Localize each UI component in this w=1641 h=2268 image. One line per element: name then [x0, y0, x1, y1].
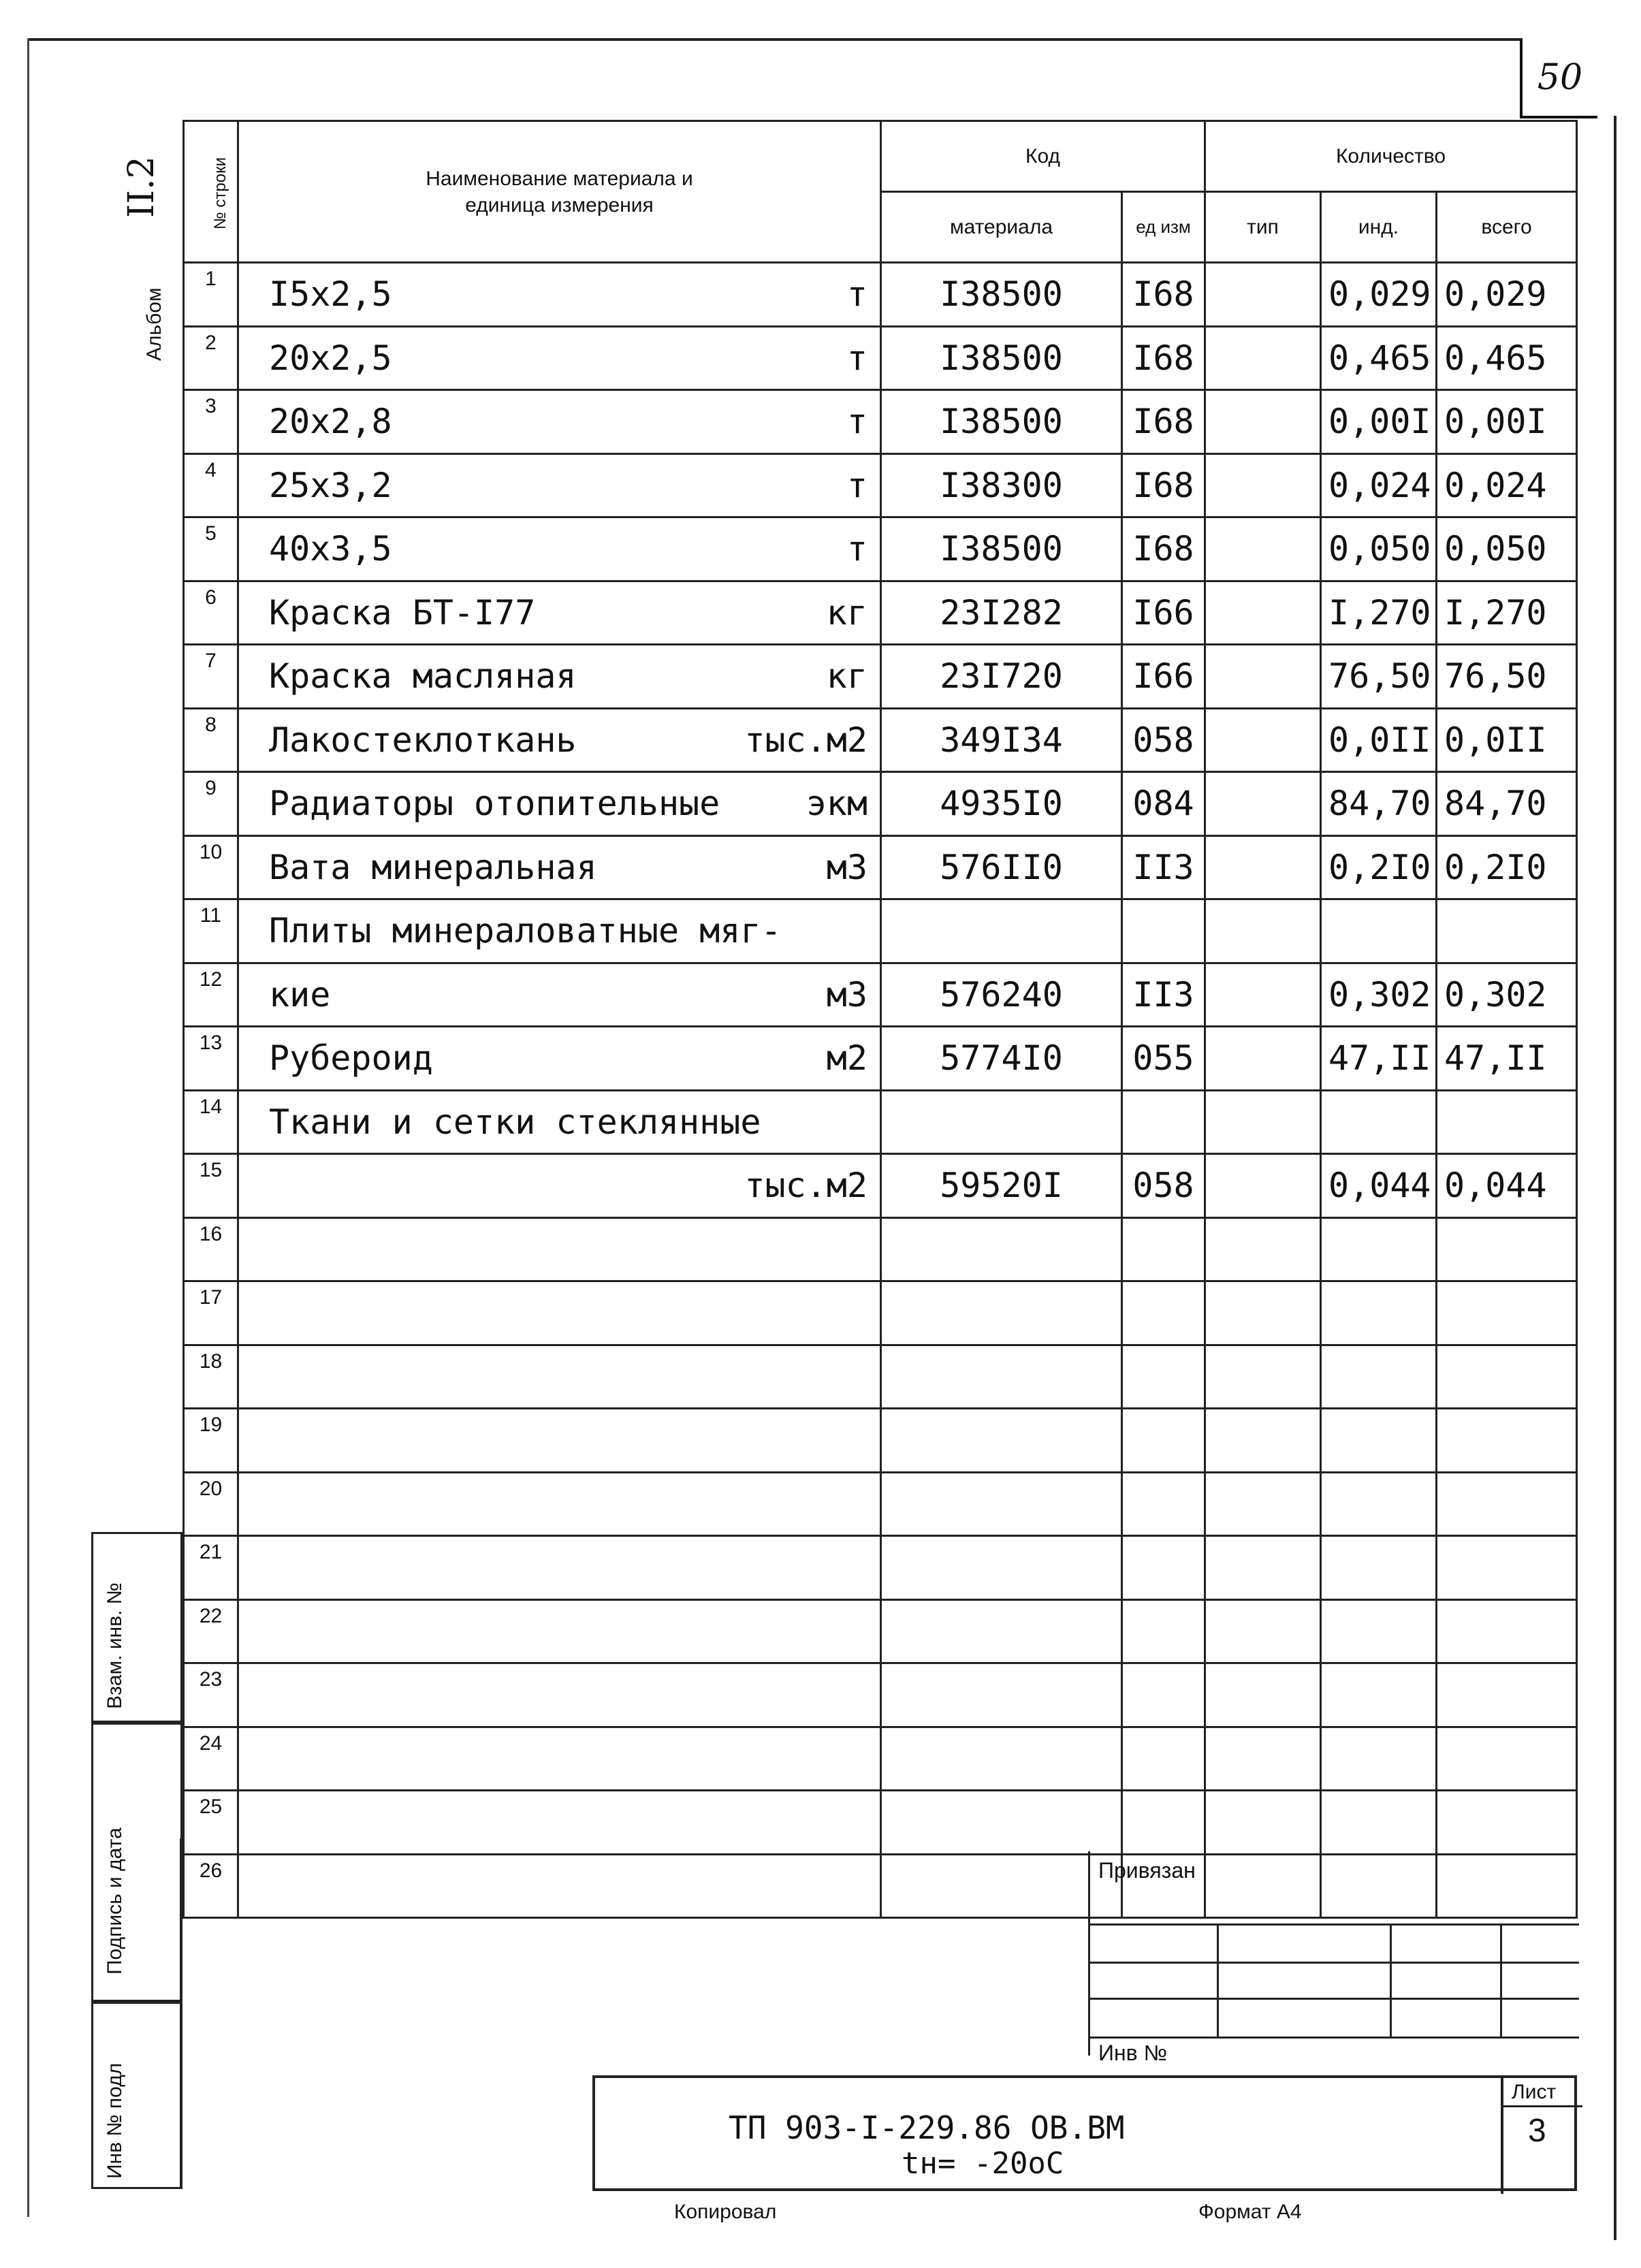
specification-table — [182, 120, 1578, 1919]
qty-total — [1437, 1217, 1577, 1281]
qty-total — [1437, 1727, 1577, 1791]
header-qty-group: Количество — [1205, 121, 1577, 192]
material-name: Вата минеральная — [269, 847, 597, 887]
material-name: 20x2,5 — [269, 338, 392, 378]
material-code — [881, 1281, 1122, 1345]
qty-total: 76,50 — [1437, 645, 1577, 709]
material-name-cell — [238, 1472, 881, 1536]
material-code — [881, 1409, 1122, 1473]
unit-code: I68 — [1122, 263, 1205, 327]
unit-code: I68 — [1122, 453, 1205, 517]
qty-ind — [1321, 1090, 1437, 1154]
material-name-cell — [238, 899, 881, 963]
qty-total: 0,465 — [1437, 326, 1577, 390]
stamp-vline-2 — [1390, 1923, 1392, 2037]
row-number: 13 — [184, 1027, 238, 1091]
outer-frame-left — [27, 38, 29, 2217]
material-code: I38300 — [881, 453, 1122, 517]
material-name-cell — [238, 1791, 881, 1855]
material-code — [881, 1345, 1122, 1409]
qty-type — [1205, 1027, 1321, 1091]
table-row — [184, 835, 1577, 899]
qty-type — [1205, 453, 1321, 517]
album-value: II.2 — [121, 156, 162, 218]
material-name-cell — [238, 1217, 881, 1281]
side-stamp-vzam-label: Взам. инв. № — [103, 1582, 126, 1709]
design-temperature: tн= -20оC — [902, 2146, 1064, 2181]
unit-code — [1122, 899, 1205, 963]
material-code: 576240 — [881, 963, 1122, 1027]
material-code — [881, 1791, 1122, 1855]
unit-code — [1122, 1345, 1205, 1409]
qty-total: I,270 — [1437, 581, 1577, 645]
row-number: 14 — [184, 1090, 238, 1154]
row-number: 1 — [184, 263, 238, 327]
qty-ind — [1321, 1536, 1437, 1600]
unit-code — [1122, 1791, 1205, 1855]
title-block — [592, 2075, 1577, 2191]
material-code: 5774I0 — [881, 1027, 1122, 1091]
material-name: Рубероид — [269, 1038, 433, 1079]
header-code-material: материала — [881, 192, 1122, 263]
qty-type — [1205, 645, 1321, 709]
unit-code — [1122, 1663, 1205, 1727]
row-number: 6 — [184, 581, 238, 645]
qty-type — [1205, 1090, 1321, 1154]
document-designation: ТП 903-I-229.86 ОВ.ВМ — [729, 2109, 1125, 2146]
material-code — [881, 1090, 1122, 1154]
row-number: 18 — [184, 1345, 238, 1409]
outer-frame-right — [1614, 116, 1616, 2240]
outer-frame-top — [27, 38, 1523, 41]
table-row — [184, 1027, 1577, 1091]
material-code: I38500 — [881, 390, 1122, 454]
qty-type — [1205, 1536, 1321, 1600]
material-name: Лакостеклоткань — [269, 720, 577, 760]
row-number: 9 — [184, 772, 238, 836]
row-number: 22 — [184, 1599, 238, 1663]
qty-ind — [1321, 1409, 1437, 1473]
material-name-cell — [238, 1409, 881, 1473]
qty-type — [1205, 708, 1321, 772]
material-unit: м3 — [826, 974, 867, 1015]
qty-ind: 0,044 — [1321, 1154, 1437, 1218]
row-number: 15 — [184, 1154, 238, 1218]
material-code — [881, 1472, 1122, 1536]
qty-ind: 0,029 — [1321, 263, 1437, 327]
material-code — [881, 1599, 1122, 1663]
qty-type — [1205, 1663, 1321, 1727]
table-row — [184, 1154, 1577, 1218]
qty-total — [1437, 1090, 1577, 1154]
table-row — [184, 453, 1577, 517]
qty-total: 0,029 — [1437, 263, 1577, 327]
row-number: 16 — [184, 1217, 238, 1281]
unit-code — [1122, 1727, 1205, 1791]
privyazan-block — [1088, 1851, 1579, 2065]
footer-copied: Копировал — [674, 2201, 777, 2223]
side-stamp-inv-label: Инв № подл — [103, 2062, 126, 2179]
qty-type — [1205, 263, 1321, 327]
stamp-line-2 — [1090, 1962, 1579, 1964]
row-number: 21 — [184, 1536, 238, 1600]
material-name: 40x3,5 — [269, 529, 392, 569]
unit-code — [1122, 1599, 1205, 1663]
material-name-cell — [238, 263, 881, 327]
material-name-cell — [238, 1090, 881, 1154]
qty-ind — [1321, 1472, 1437, 1536]
page-number: 50 — [1520, 39, 1597, 118]
table-row — [184, 390, 1577, 454]
stamp-line-3 — [1090, 1998, 1579, 2000]
row-number: 24 — [184, 1727, 238, 1791]
qty-type — [1205, 772, 1321, 836]
table-row — [184, 1663, 1577, 1727]
qty-total: 47,II — [1437, 1027, 1577, 1091]
table-row — [184, 1536, 1577, 1600]
qty-total: 84,70 — [1437, 772, 1577, 836]
material-unit: т — [846, 402, 867, 442]
unit-code — [1122, 1217, 1205, 1281]
qty-ind — [1321, 1217, 1437, 1281]
side-stamp-column-right — [180, 1838, 182, 2189]
material-name: 20x2,8 — [269, 402, 392, 442]
material-unit: м3 — [826, 847, 867, 887]
header-qty-ind: инд. — [1321, 192, 1437, 263]
material-name: 25x3,2 — [269, 465, 392, 505]
unit-code: I68 — [1122, 326, 1205, 390]
material-code: I38500 — [881, 263, 1122, 327]
qty-ind: 84,70 — [1321, 772, 1437, 836]
row-number: 2 — [184, 326, 238, 390]
material-unit: экм — [806, 784, 867, 824]
material-unit: т — [846, 465, 867, 505]
stamp-vline-3 — [1500, 1923, 1502, 2037]
material-name-cell — [238, 1854, 881, 1918]
row-number: 25 — [184, 1791, 238, 1855]
row-number: 23 — [184, 1663, 238, 1727]
qty-ind: 0,465 — [1321, 326, 1437, 390]
qty-total: 0,0II — [1437, 708, 1577, 772]
qty-total: 0,302 — [1437, 963, 1577, 1027]
qty-type — [1205, 1727, 1321, 1791]
row-number: 3 — [184, 390, 238, 454]
table-row — [184, 963, 1577, 1027]
qty-total — [1437, 1599, 1577, 1663]
album-label: Альбом — [143, 287, 165, 361]
material-code — [881, 899, 1122, 963]
unit-code: I66 — [1122, 581, 1205, 645]
unit-code: 058 — [1122, 1154, 1205, 1218]
table-row — [184, 645, 1577, 709]
header-name: Наименование материала и единица измерения — [238, 121, 881, 263]
table-row — [184, 581, 1577, 645]
material-unit: т — [846, 274, 867, 315]
footer-format: Формат А4 — [1198, 2201, 1302, 2223]
material-unit: м2 — [826, 1038, 867, 1079]
qty-type — [1205, 390, 1321, 454]
table-row — [184, 708, 1577, 772]
qty-ind — [1321, 1345, 1437, 1409]
row-number: 19 — [184, 1409, 238, 1473]
stamp-vline-1 — [1217, 1923, 1219, 2037]
material-code: 59520I — [881, 1154, 1122, 1218]
row-number: 5 — [184, 517, 238, 581]
material-unit: кг — [826, 592, 867, 633]
unit-code: I68 — [1122, 390, 1205, 454]
material-unit: тыс.м2 — [744, 1166, 867, 1206]
table-row — [184, 1727, 1577, 1791]
qty-total — [1437, 1409, 1577, 1473]
material-unit: кг — [826, 656, 867, 697]
header-row-1 — [184, 121, 1577, 192]
material-name: кие — [269, 974, 331, 1015]
qty-type — [1205, 1217, 1321, 1281]
material-name-cell — [238, 326, 881, 390]
material-code — [881, 1217, 1122, 1281]
qty-ind: 0,050 — [1321, 517, 1437, 581]
unit-code — [1122, 1281, 1205, 1345]
table-row — [184, 1281, 1577, 1345]
qty-ind: 0,0II — [1321, 708, 1437, 772]
header-code-group: Код — [881, 121, 1205, 192]
material-code — [881, 1854, 1122, 1918]
qty-ind — [1321, 1727, 1437, 1791]
row-number: 4 — [184, 453, 238, 517]
qty-ind: 0,2I0 — [1321, 835, 1437, 899]
qty-total — [1437, 1536, 1577, 1600]
qty-type — [1205, 326, 1321, 390]
qty-type — [1205, 1345, 1321, 1409]
qty-total — [1437, 1791, 1577, 1855]
material-code: 23I282 — [881, 581, 1122, 645]
table-row — [184, 1791, 1577, 1855]
row-number: 8 — [184, 708, 238, 772]
table-row — [184, 517, 1577, 581]
qty-type — [1205, 1791, 1321, 1855]
material-code: I38500 — [881, 517, 1122, 581]
unit-code: 084 — [1122, 772, 1205, 836]
qty-total — [1437, 1281, 1577, 1345]
row-number: 12 — [184, 963, 238, 1027]
table-row — [184, 1345, 1577, 1409]
qty-ind: 0,302 — [1321, 963, 1437, 1027]
table-row — [184, 326, 1577, 390]
material-name-cell — [238, 453, 881, 517]
material-name-cell — [238, 1281, 881, 1345]
qty-type — [1205, 1599, 1321, 1663]
privyazan-label: Привязан — [1098, 1858, 1196, 1883]
qty-ind — [1321, 1599, 1437, 1663]
qty-total — [1437, 1345, 1577, 1409]
row-number: 17 — [184, 1281, 238, 1345]
row-number: 11 — [184, 899, 238, 963]
material-code: 349I34 — [881, 708, 1122, 772]
table-row — [184, 899, 1577, 963]
material-code: 23I720 — [881, 645, 1122, 709]
material-code: 4935I0 — [881, 772, 1122, 836]
table-row — [184, 1090, 1577, 1154]
header-code-unit: ед изм — [1122, 192, 1205, 263]
table-row — [184, 1217, 1577, 1281]
qty-type — [1205, 835, 1321, 899]
material-name: I5x2,5 — [269, 274, 392, 315]
material-name-cell — [238, 772, 881, 836]
sheet-divider — [1501, 2078, 1503, 2194]
qty-total: 0,00I — [1437, 390, 1577, 454]
qty-type — [1205, 1409, 1321, 1473]
material-code: I38500 — [881, 326, 1122, 390]
table-row — [184, 1409, 1577, 1473]
qty-total: 0,2I0 — [1437, 835, 1577, 899]
row-number: 7 — [184, 645, 238, 709]
material-name-cell — [238, 835, 881, 899]
material-name-cell — [238, 1154, 881, 1218]
material-name-cell — [238, 1345, 881, 1409]
qty-total: 0,050 — [1437, 517, 1577, 581]
material-unit: тыс.м2 — [744, 720, 867, 760]
qty-ind — [1321, 899, 1437, 963]
header-qty-type: тип — [1205, 192, 1321, 263]
unit-code: I66 — [1122, 645, 1205, 709]
material-code — [881, 1536, 1122, 1600]
qty-ind: 0,024 — [1321, 453, 1437, 517]
material-name-cell — [238, 1027, 881, 1091]
material-unit: т — [846, 529, 867, 569]
unit-code: 058 — [1122, 708, 1205, 772]
table-row — [184, 263, 1577, 327]
material-name-cell — [238, 708, 881, 772]
material-name-cell — [238, 1599, 881, 1663]
unit-code: II3 — [1122, 835, 1205, 899]
material-name-cell — [238, 581, 881, 645]
material-name-cell — [238, 517, 881, 581]
unit-code: II3 — [1122, 963, 1205, 1027]
unit-code — [1122, 1409, 1205, 1473]
qty-ind — [1321, 1281, 1437, 1345]
qty-total: 0,044 — [1437, 1154, 1577, 1218]
table-body — [184, 263, 1577, 1918]
row-number: 26 — [184, 1854, 238, 1918]
material-name: Краска БТ-I77 — [269, 592, 536, 633]
material-name: Плиты минераловатные мяг- — [269, 911, 782, 951]
table-row — [184, 1472, 1577, 1536]
qty-ind: 76,50 — [1321, 645, 1437, 709]
qty-type — [1205, 899, 1321, 963]
unit-code: I68 — [1122, 517, 1205, 581]
stamp-line-4 — [1090, 2037, 1579, 2039]
material-name-cell — [238, 1663, 881, 1727]
material-unit: т — [846, 338, 867, 378]
sheet-header-line — [1501, 2105, 1582, 2107]
material-name: Радиаторы отопительные — [269, 784, 720, 824]
material-name-cell — [238, 1536, 881, 1600]
material-code — [881, 1727, 1122, 1791]
unit-code — [1122, 1536, 1205, 1600]
side-stamp-podpis-label: Подпись и дата — [103, 1827, 126, 1975]
qty-total — [1437, 899, 1577, 963]
header-qty-total: всего — [1437, 192, 1577, 263]
header-row-no: № строки — [184, 121, 238, 263]
sheet-label: Лист — [1512, 2081, 1557, 2103]
unit-code: 055 — [1122, 1027, 1205, 1091]
row-number: 10 — [184, 835, 238, 899]
qty-type — [1205, 1472, 1321, 1536]
table-row — [184, 1599, 1577, 1663]
qty-type — [1205, 581, 1321, 645]
material-name-cell — [238, 963, 881, 1027]
material-code — [881, 1663, 1122, 1727]
table-row — [184, 772, 1577, 836]
material-name-cell — [238, 1727, 881, 1791]
qty-total — [1437, 1472, 1577, 1536]
qty-type — [1205, 963, 1321, 1027]
row-number: 20 — [184, 1472, 238, 1536]
qty-type — [1205, 517, 1321, 581]
material-name: Краска масляная — [269, 656, 577, 697]
unit-code — [1122, 1090, 1205, 1154]
material-name-cell — [238, 390, 881, 454]
material-name-cell — [238, 645, 881, 709]
qty-type — [1205, 1281, 1321, 1345]
qty-ind: 0,00I — [1321, 390, 1437, 454]
unit-code — [1122, 1472, 1205, 1536]
qty-ind: 47,II — [1321, 1027, 1437, 1091]
qty-ind — [1321, 1663, 1437, 1727]
material-name: Ткани и сетки стеклянные — [269, 1102, 761, 1142]
qty-total — [1437, 1663, 1577, 1727]
qty-total: 0,024 — [1437, 453, 1577, 517]
material-code: 576II0 — [881, 835, 1122, 899]
sheet-number: 3 — [1528, 2113, 1546, 2149]
qty-type — [1205, 1154, 1321, 1218]
stamp-line-1 — [1090, 1923, 1579, 1926]
inv-no-label: Инв № — [1098, 2041, 1167, 2065]
qty-ind: I,270 — [1321, 581, 1437, 645]
qty-ind — [1321, 1791, 1437, 1855]
